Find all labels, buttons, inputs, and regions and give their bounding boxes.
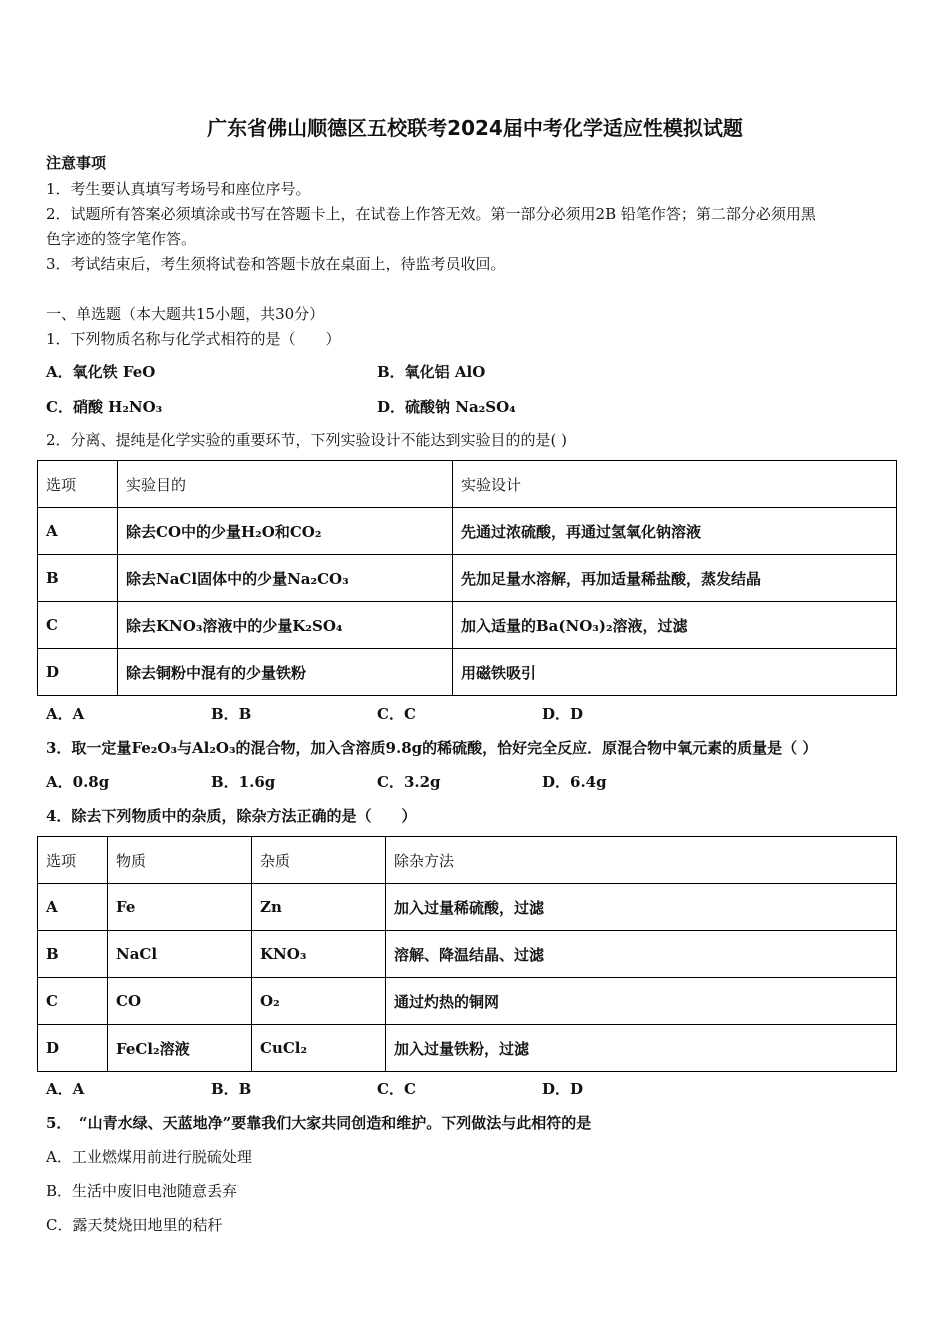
table-cell: 通过灼热的铜网 xyxy=(386,978,897,1025)
q4-option-d[interactable]: D．D xyxy=(542,1080,584,1098)
notice-item: 色字迹的签字笔作答。 xyxy=(46,230,197,248)
table-cell: O₂ xyxy=(252,978,386,1025)
q2-option-a[interactable]: A．A xyxy=(46,705,85,723)
table-header: 选项 xyxy=(38,837,108,884)
table-cell: KNO₃ xyxy=(252,931,386,978)
table-cell: 除去CO中的少量H₂O和CO₂ xyxy=(118,508,453,555)
q1-option-b[interactable]: B．氧化铝 AlO xyxy=(377,363,486,381)
q2-option-d[interactable]: D．D xyxy=(542,705,584,723)
q3-option-a[interactable]: A．0.8g xyxy=(46,773,110,791)
q5-option-a[interactable]: A．工业燃煤用前进行脱硫处理 xyxy=(46,1148,252,1166)
table-cell: B xyxy=(38,931,108,978)
page-title: 广东省佛山顺德区五校联考2024届中考化学适应性模拟试题 xyxy=(207,116,743,140)
q5-option-b[interactable]: B．生活中废旧电池随意丢弃 xyxy=(46,1182,238,1200)
table-cell: 加入过量铁粉，过滤 xyxy=(386,1025,897,1072)
question-5-stem: 5． “山青水绿、天蓝地净”要靠我们大家共同创造和维护。下列做法与此相符的是 xyxy=(46,1114,592,1132)
question-3-stem: 3．取一定量Fe₂O₃与Al₂O₃的混合物，加入含溶质9.8g的稀硫酸，恰好完全反应．原混合物中氧元素的质量是（ ） xyxy=(46,739,818,757)
q3-option-c[interactable]: C．3.2g xyxy=(377,773,441,791)
notice-item: 1．考生要认真填写考场号和座位序号。 xyxy=(46,180,311,198)
table-row xyxy=(38,649,897,696)
table-cell: 先通过浓硫酸，再通过氢氧化钠溶液 xyxy=(453,508,897,555)
q2-option-b[interactable]: B．B xyxy=(211,705,252,723)
table-cell: C xyxy=(38,978,108,1025)
notice-heading: 注意事项 xyxy=(46,154,107,172)
table-cell: 除去KNO₃溶液中的少量K₂SO₄ xyxy=(118,602,453,649)
table-cell: D xyxy=(38,1025,108,1072)
question-2-table xyxy=(37,460,897,696)
table-cell: B xyxy=(38,555,118,602)
table-cell: A xyxy=(38,884,108,931)
table-cell: 加入适量的Ba(NO₃)₂溶液，过滤 xyxy=(453,602,897,649)
table-cell: 加入过量稀硫酸，过滤 xyxy=(386,884,897,931)
notice-item: 3．考试结束后，考生须将试卷和答题卡放在桌面上，待监考员收回。 xyxy=(46,255,506,273)
table-cell: 先加足量水溶解，再加适量稀盐酸，蒸发结晶 xyxy=(453,555,897,602)
notice-item: 2．试题所有答案必须填涂或书写在答题卡上，在试卷上作答无效。第一部分必须用2B 铅笔作答；第二部分必须用黑 xyxy=(46,205,816,223)
table-row xyxy=(38,555,897,602)
q1-option-a[interactable]: A．氧化铁 FeO xyxy=(46,363,156,381)
table-header: 除杂方法 xyxy=(386,837,897,884)
table-cell: CuCl₂ xyxy=(252,1025,386,1072)
table-cell: A xyxy=(38,508,118,555)
question-4-table xyxy=(37,836,897,1072)
table-cell: 用磁铁吸引 xyxy=(453,649,897,696)
table-header: 实验设计 xyxy=(453,461,897,508)
table-row xyxy=(38,1025,897,1072)
q4-option-c[interactable]: C．C xyxy=(377,1080,416,1098)
table-cell: Zn xyxy=(252,884,386,931)
table-row xyxy=(38,931,897,978)
section-heading: 一、单选题（本大题共15小题，共30分） xyxy=(46,305,325,323)
table-header: 杂质 xyxy=(252,837,386,884)
q3-option-d[interactable]: D．6.4g xyxy=(542,773,607,791)
q4-option-b[interactable]: B．B xyxy=(211,1080,252,1098)
question-4-stem: 4．除去下列物质中的杂质，除杂方法正确的是（ ） xyxy=(46,807,417,825)
table-cell: Fe xyxy=(108,884,252,931)
question-2-stem: 2．分离、提纯是化学实验的重要环节，下列实验设计不能达到实验目的的是( ) xyxy=(46,431,568,449)
q1-option-c[interactable]: C．硝酸 H₂NO₃ xyxy=(46,398,163,416)
q3-option-b[interactable]: B．1.6g xyxy=(211,773,276,791)
table-cell: FeCl₂溶液 xyxy=(108,1025,252,1072)
q4-option-a[interactable]: A．A xyxy=(46,1080,85,1098)
table-row xyxy=(38,884,897,931)
q5-option-c[interactable]: C．露天焚烧田地里的秸秆 xyxy=(46,1216,223,1234)
question-1-stem: 1．下列物质名称与化学式相符的是（ ） xyxy=(46,330,341,348)
table-row xyxy=(38,508,897,555)
table-header: 实验目的 xyxy=(118,461,453,508)
table-cell: 溶解、降温结晶、过滤 xyxy=(386,931,897,978)
table-header: 物质 xyxy=(108,837,252,884)
table-cell: D xyxy=(38,649,118,696)
table-header: 选项 xyxy=(38,461,118,508)
table-cell: 除去铜粉中混有的少量铁粉 xyxy=(118,649,453,696)
table-cell: C xyxy=(38,602,118,649)
table-cell: 除去NaCl固体中的少量Na₂CO₃ xyxy=(118,555,453,602)
table-cell: NaCl xyxy=(108,931,252,978)
table-row xyxy=(38,978,897,1025)
table-row xyxy=(38,602,897,649)
q1-option-d[interactable]: D．硫酸钠 Na₂SO₄ xyxy=(377,398,516,416)
q2-option-c[interactable]: C．C xyxy=(377,705,416,723)
table-cell: CO xyxy=(108,978,252,1025)
